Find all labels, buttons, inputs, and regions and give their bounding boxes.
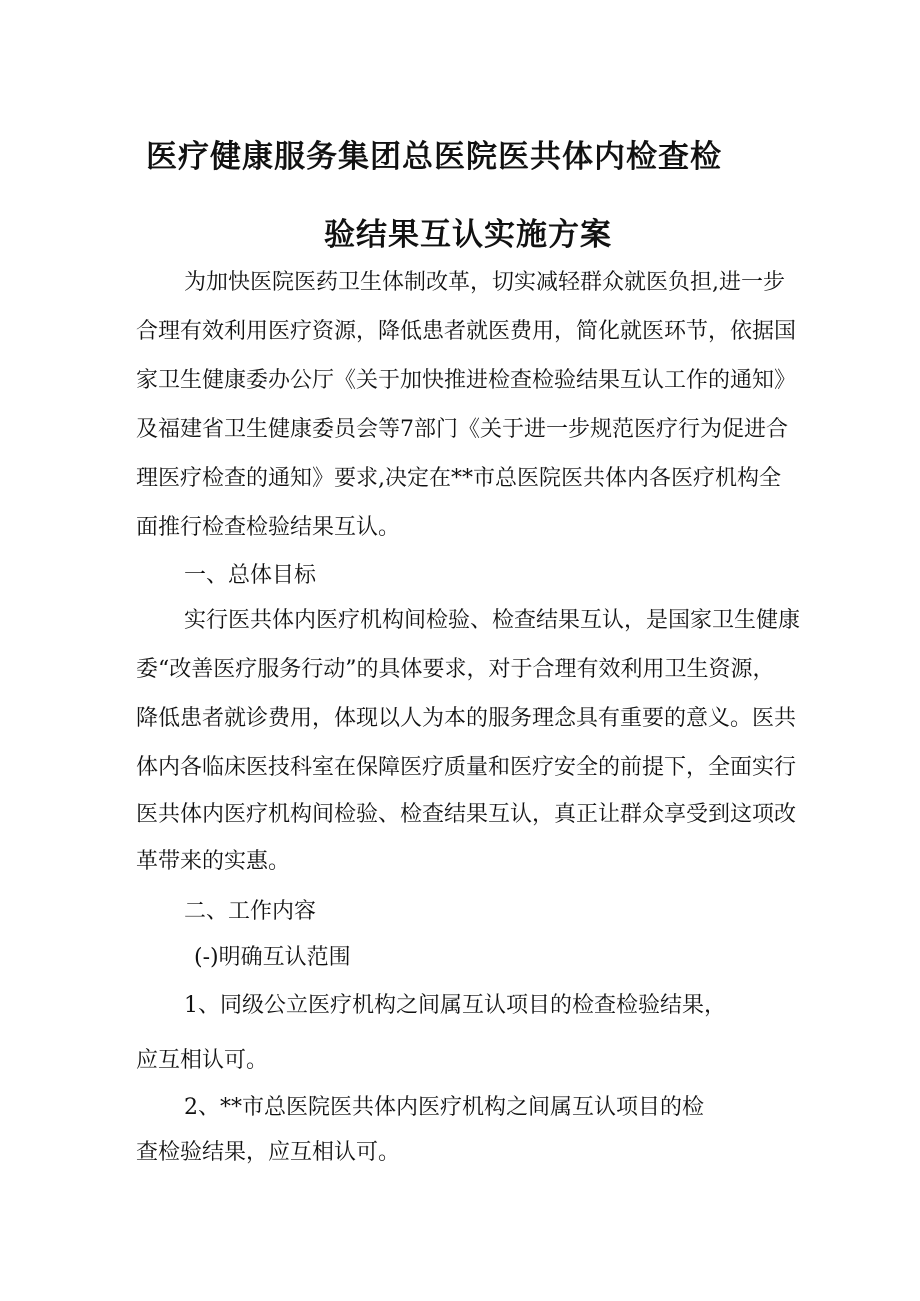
- document-title-line-1: 医疗健康服务集团总医院医共体内检查检: [146, 139, 722, 175]
- section1-line: 革带来的实惠。: [136, 849, 291, 874]
- list-item: 2、**市总医院医共体内医疗机构之间属互认项目的检: [184, 1095, 704, 1120]
- section1-line: 实行医共体内医疗机构间检验、检查结果互认，是国家卫生健康: [184, 608, 801, 633]
- section1-line: 委“改善医疗服务行动”的具体要求，对于合理有效利用卫生资源，: [136, 657, 775, 682]
- intro-line: 及福建省卫生健康委员会等7部门《关于进一步规范医疗行为促进合: [136, 417, 788, 442]
- subsection-heading: (-)明确互认范围: [194, 945, 351, 970]
- intro-line: 面推行检查检验结果互认。: [136, 515, 401, 540]
- list-item-continuation: 查检验结果，应互相认可。: [136, 1140, 401, 1165]
- section1-line: 体内各临床医技科室在保障医疗质量和医疗安全的前提下，全面实行: [136, 755, 797, 780]
- section-heading: 一、总体目标: [184, 563, 317, 588]
- list-item-continuation: 应互相认可。: [136, 1048, 269, 1073]
- intro-line: 理医疗检查的通知》要求,决定在**市总医院医共体内各医疗机构全: [136, 466, 781, 491]
- section1-line: 医共体内医疗机构间检验、检查结果互认，真正让群众享受到这项改: [136, 802, 797, 827]
- document-title-line-2: 验结果互认实施方案: [324, 217, 612, 253]
- intro-line: 为加快医院医药卫生体制改革，切实减轻群众就医负担,进一步: [184, 270, 785, 295]
- list-item: 1、同级公立医疗机构之间属互认项目的检查检验结果，: [184, 993, 726, 1018]
- intro-line: 家卫生健康委办公厅《关于加快推进检查检验结果互认工作的通知》: [136, 368, 797, 393]
- section1-line: 降低患者就诊费用，体现以人为本的服务理念具有重要的意义。医共: [136, 706, 797, 731]
- section-heading: 二、工作内容: [184, 899, 317, 924]
- intro-line: 合理有效利用医疗资源，降低患者就医费用，简化就医环节，依据国: [136, 319, 797, 344]
